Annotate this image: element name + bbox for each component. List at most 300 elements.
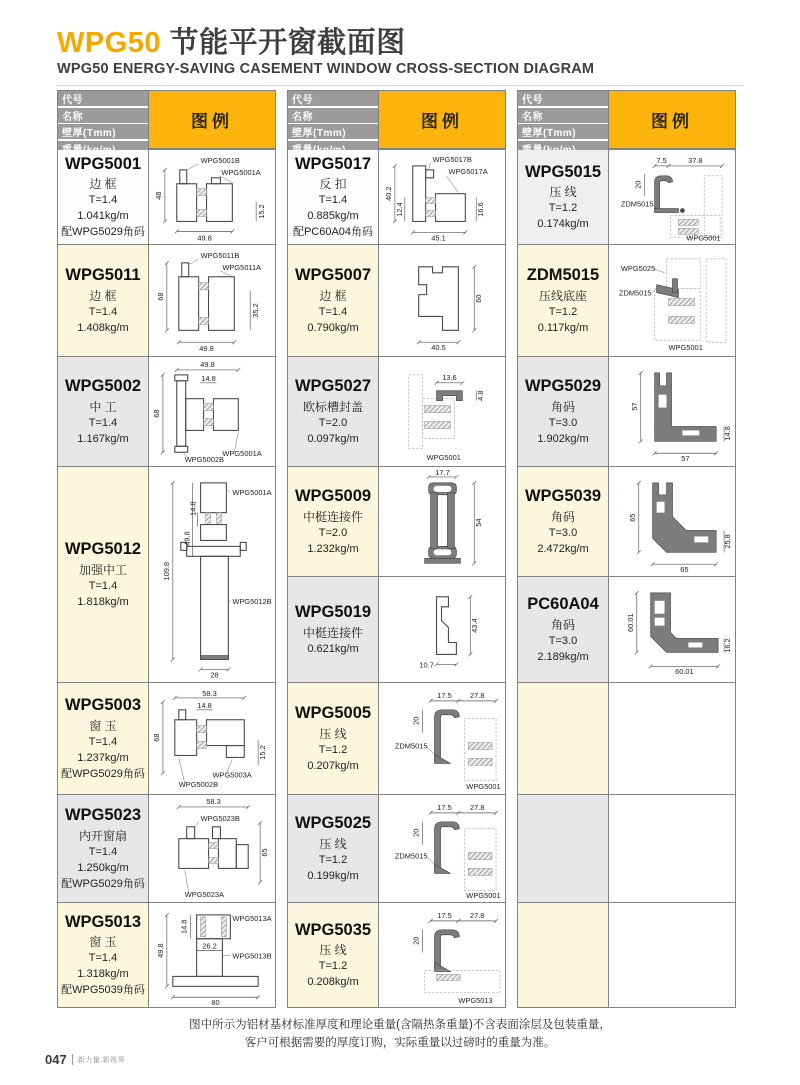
dim-label: 65 [260, 848, 270, 857]
product-cell [288, 903, 379, 1007]
product-weight: 0.207kg/m [307, 759, 359, 772]
footer-slogan: 新力量.新视界 [77, 1056, 126, 1064]
spec-column-3 [517, 90, 736, 1008]
product-code: WPG5025 [294, 814, 372, 833]
product-name: 边 框 [319, 288, 347, 303]
profile-shape [435, 710, 497, 780]
product-thickness: T=1.2 [548, 305, 578, 318]
header-labels [58, 91, 149, 148]
product-cell [518, 357, 609, 466]
dim-label: 15.2 [258, 745, 268, 760]
cross-section-svg [379, 685, 505, 792]
profile-shape [651, 593, 718, 653]
product-thickness: T=2.0 [318, 416, 348, 429]
row-wpg5027 [288, 356, 505, 466]
product-weight: 1.041kg/m [77, 210, 129, 223]
product-weight: 1.318kg/m [77, 968, 129, 981]
product-code: WPG5001 [64, 154, 142, 173]
product-thickness: T=1.4 [88, 735, 118, 748]
product-cell [58, 245, 149, 356]
profile-shape [425, 930, 500, 993]
product-code: WPG5023 [64, 806, 142, 825]
product-weight: 0.199kg/m [307, 869, 359, 882]
part-label: ZDM5015 [620, 199, 654, 209]
empty-diagram-cell [609, 683, 735, 794]
row-empty [518, 902, 735, 1007]
cross-section-diagram [609, 357, 735, 466]
product-thickness: T=3.0 [548, 416, 578, 429]
row-wpg5035 [288, 902, 505, 1007]
product-note: 配WPG5029角码 [61, 877, 145, 890]
dim-label: 16.6 [476, 202, 486, 217]
cross-section-diagram [149, 683, 275, 794]
dim-label: 25.8 [723, 534, 733, 549]
dim-label: 48 [153, 191, 163, 200]
product-code: WPG5039 [524, 487, 602, 506]
profile-shape [653, 483, 716, 552]
dim-label: 49.8 [199, 344, 214, 354]
dim-label: 57 [681, 454, 690, 464]
product-code: WPG5019 [294, 603, 372, 622]
dim-label: 14.8 [723, 426, 733, 441]
product-name: 压线底座 [538, 288, 587, 303]
product-weight: 0.790kg/m [307, 321, 359, 334]
dim-label: 49.8 [182, 531, 192, 547]
product-weight: 2.472kg/m [537, 542, 589, 555]
profile-shape [175, 375, 238, 452]
cross-section-diagram [149, 150, 275, 244]
cross-section-svg [149, 152, 275, 242]
legend-header: 图例 [149, 91, 275, 148]
row-wpg5005 [288, 682, 505, 794]
cross-section-diagram [149, 903, 275, 1007]
row-wpg5009 [288, 466, 505, 576]
product-weight: 1.237kg/m [77, 751, 129, 764]
cross-section-svg [379, 905, 505, 1005]
product-code: WPG5027 [294, 377, 372, 396]
product-thickness: T=1.2 [548, 202, 578, 215]
column-header [58, 91, 275, 149]
product-name: 边 框 [89, 177, 117, 192]
dim-label: 65 [680, 565, 689, 575]
dim-label: 35.2 [251, 303, 261, 318]
header-cell-name: 名称 [58, 108, 148, 123]
column-header [518, 91, 735, 149]
row-wpg5019 [288, 576, 505, 682]
dim-label: 54 [474, 518, 484, 527]
row-wpg5015 [518, 149, 735, 244]
product-cell [518, 245, 609, 356]
product-cell [288, 467, 379, 576]
empty-diagram-cell [609, 795, 735, 902]
product-code: ZDM5015 [526, 266, 600, 285]
cross-section-diagram [609, 577, 735, 682]
cross-section-svg [379, 152, 505, 242]
dim-label: 40.2 [383, 186, 393, 201]
product-name: 角码 [550, 399, 575, 414]
legend-header: 图例 [379, 91, 505, 148]
dim-label: 68 [151, 409, 161, 418]
dim-label: 60 [474, 294, 484, 303]
title-chinese: 节能平开窗截面图 [169, 27, 406, 59]
profile-shape [175, 710, 244, 758]
dim-label: 37.8 [688, 155, 703, 165]
product-cell [288, 577, 379, 682]
product-cell [58, 467, 149, 682]
cross-section-diagram [609, 150, 735, 244]
header-cell-code: 代号 [518, 91, 608, 106]
page-header [57, 26, 743, 86]
product-weight: 0.174kg/m [537, 218, 589, 231]
product-cell [288, 357, 379, 466]
row-wpg5025 [288, 794, 505, 902]
row-wpg5012 [58, 466, 275, 682]
profile-shape [177, 170, 233, 222]
product-name: 窗 玉 [89, 935, 117, 950]
part-label: WPG5011A [222, 262, 262, 272]
header-labels [288, 91, 379, 148]
product-note: 配WPG5039角码 [61, 984, 145, 997]
cross-section-diagram [149, 795, 275, 902]
product-code: WPG5007 [294, 266, 372, 285]
cross-section-diagram [379, 795, 505, 902]
header-cell-thickness: 壁厚(Tmm) [288, 124, 378, 139]
product-code: WPG5005 [294, 704, 372, 723]
product-weight: 1.250kg/m [77, 861, 129, 874]
row-wpg5013 [58, 902, 275, 1007]
dim-label: 28 [210, 670, 219, 680]
part-label: WPG5001 [668, 343, 703, 353]
product-name: 压 线 [319, 943, 347, 958]
part-label: WPG5001 [466, 782, 501, 792]
product-name: 边 框 [89, 288, 117, 303]
product-cell [518, 577, 609, 682]
part-label: WPG5002B [178, 780, 219, 790]
product-weight: 0.097kg/m [307, 432, 359, 445]
product-name: 中梃连接件 [302, 509, 363, 524]
row-wpg5039 [518, 466, 735, 576]
product-weight: 1.818kg/m [77, 595, 129, 608]
dim-label: 49.8 [200, 359, 215, 369]
dim-label: 17.5 [437, 802, 452, 812]
product-note: 配WPG5029角码 [61, 767, 145, 780]
part-label: WPG5013 [458, 996, 493, 1006]
product-name: 加强中工 [78, 562, 127, 577]
product-weight: 0.208kg/m [307, 976, 359, 989]
product-weight: 2.189kg/m [537, 650, 589, 663]
product-code: WPG5029 [524, 377, 602, 396]
product-name: 压 线 [549, 185, 577, 200]
product-code: WPG5017 [294, 154, 372, 173]
cross-section-diagram [149, 245, 275, 356]
cross-section-svg [149, 359, 275, 464]
product-weight: 0.621kg/m [307, 642, 359, 655]
header-cell-name: 名称 [288, 108, 378, 123]
cross-section-svg [609, 152, 735, 242]
part-label: WPG5001A [232, 488, 272, 498]
product-thickness: T=3.0 [548, 526, 578, 539]
dim-label: 45.1 [431, 233, 446, 243]
header-cell-thickness: 壁厚(Tmm) [58, 124, 148, 139]
dim-label: 27.8 [469, 690, 485, 700]
row-zdm5015 [518, 244, 735, 356]
product-cell [288, 795, 379, 902]
part-label: ZDM5015 [394, 741, 428, 751]
part-label: ZDM5015 [618, 288, 652, 298]
empty-cell [518, 683, 609, 794]
cross-section-svg [379, 579, 505, 680]
footnote-line-1: 图中所示为铝材基材标准厚度和理论重量(含隔热条重量)不含表面涂层及包装重量， [189, 1019, 611, 1031]
dim-label: 16.2 [723, 638, 733, 653]
cross-section-svg [379, 797, 505, 900]
cross-section-svg [379, 469, 505, 574]
cross-section-svg [149, 903, 275, 1006]
cross-section-diagram [609, 245, 735, 356]
part-label: WPG5011B [200, 250, 240, 260]
part-label: WPG5001B [200, 155, 240, 165]
profile-shape [435, 822, 497, 890]
cross-section-svg [379, 359, 505, 464]
product-code: WPG5002 [64, 377, 142, 396]
dim-label: 12.4 [394, 202, 404, 217]
row-wpg5023 [58, 794, 275, 902]
part-label: WPG5001 [466, 891, 501, 901]
cross-section-diagram [379, 577, 505, 682]
cross-section-diagram [379, 245, 505, 356]
product-code: WPG5013 [64, 912, 142, 931]
dim-label: 27.8 [469, 802, 485, 812]
legend-header: 图例 [609, 91, 735, 148]
row-wpg5001 [58, 149, 275, 244]
dim-label: 109.8 [161, 562, 171, 581]
series-code: WPG50 [57, 27, 162, 59]
dim-label: 80 [211, 998, 220, 1007]
profile-shape [655, 176, 722, 238]
product-thickness: T=1.2 [318, 853, 348, 866]
part-label: WPG5001A [222, 449, 262, 459]
row-wpg5003 [58, 682, 275, 794]
product-code: WPG5035 [294, 920, 372, 939]
dim-label: 13.6 [442, 372, 457, 382]
dim-label: 14.8 [179, 919, 189, 935]
product-code: WPG5015 [524, 162, 602, 181]
product-thickness: T=1.4 [88, 416, 118, 429]
part-label: WPG5001 [426, 453, 461, 463]
product-cell [518, 150, 609, 244]
product-cell [58, 683, 149, 794]
cross-section-diagram [379, 903, 505, 1007]
cross-section-diagram [149, 357, 275, 466]
dim-label: 20 [411, 936, 421, 945]
product-thickness: T=2.0 [318, 526, 348, 539]
dim-label: 26.2 [202, 942, 217, 952]
cross-section-diagram [379, 150, 505, 244]
product-thickness: T=1.4 [88, 305, 118, 318]
product-weight: 0.117kg/m [537, 321, 589, 334]
empty-cell [518, 795, 609, 902]
dim-label: 40.5 [431, 343, 446, 353]
cross-section-diagram [149, 467, 275, 682]
dim-label: 20 [411, 716, 421, 725]
empty-diagram-cell [609, 903, 735, 1007]
spec-column-1 [57, 90, 276, 1008]
dim-label: 58.3 [202, 688, 217, 698]
profile-shape [437, 597, 457, 655]
column-header [288, 91, 505, 149]
footnote-line-2: 客户可根据需要的厚度订购，实际重量以过磅时的重量为准。 [244, 1036, 556, 1049]
page-subtitle: WPG50 ENERGY-SAVING CASEMENT WINDOW CROSS-SECTION DIAGRAM [57, 61, 595, 77]
row-wpg5002 [58, 356, 275, 466]
header-cell-name: 名称 [518, 108, 608, 123]
product-cell [288, 245, 379, 356]
product-name: 压 线 [319, 726, 347, 741]
dim-label: 68 [155, 292, 165, 301]
page-title [57, 26, 743, 60]
dim-label: 10.7 [419, 660, 434, 670]
cross-section-diagram [379, 683, 505, 794]
product-cell [58, 357, 149, 466]
dim-label: 60.01 [675, 667, 694, 677]
empty-cell [518, 903, 609, 1007]
row-wpg5011 [58, 244, 275, 356]
product-name: 中 工 [89, 399, 117, 414]
product-cell [288, 150, 379, 244]
dim-label: 60.01 [625, 613, 635, 632]
cross-section-svg [149, 795, 275, 902]
product-code: WPG5012 [64, 540, 142, 559]
row-wpg5029 [518, 356, 735, 466]
part-label: WPG5025 [620, 263, 656, 273]
dim-label: 27.8 [469, 910, 485, 920]
product-cell [58, 150, 149, 244]
product-thickness: T=1.4 [88, 845, 118, 858]
dim-label: 58.3 [206, 796, 221, 806]
dim-label: 20 [411, 828, 421, 837]
dim-label: 65 [627, 513, 637, 522]
dim-label: 15.2 [257, 204, 267, 219]
product-thickness: T=1.4 [318, 305, 348, 318]
profile-shape [179, 827, 248, 869]
product-thickness: T=3.0 [548, 634, 578, 647]
cross-section-diagram [379, 357, 505, 466]
row-empty [518, 794, 735, 902]
part-label: WPG5017B [432, 154, 472, 164]
profile-shape [655, 259, 726, 342]
cross-section-svg [609, 469, 735, 574]
dim-label: 14.8 [201, 373, 216, 383]
cross-section-svg [609, 579, 735, 680]
profile-shape [409, 372, 463, 448]
product-thickness: T=1.4 [318, 194, 348, 207]
product-weight: 1.408kg/m [77, 321, 129, 334]
dim-label: 17.5 [437, 690, 452, 700]
dim-label: 17.5 [437, 910, 452, 920]
profile-shape [179, 263, 235, 330]
product-cell [518, 467, 609, 576]
product-thickness: T=1.2 [318, 743, 348, 756]
product-name: 角码 [550, 617, 575, 632]
header-cell-code: 代号 [58, 91, 148, 106]
profile-shape [419, 267, 459, 330]
dim-label: 14.8 [188, 501, 198, 517]
product-note: 配WPG5029角码 [61, 226, 145, 239]
product-name: 反 扣 [319, 177, 347, 192]
product-thickness: T=1.4 [88, 952, 118, 965]
dim-label: 49.8 [197, 233, 212, 243]
dim-label: 7.5 [656, 155, 667, 165]
product-cell [288, 683, 379, 794]
product-code: WPG5011 [65, 266, 141, 285]
product-code: WPG5003 [64, 696, 142, 715]
dim-label: 17.7 [435, 468, 450, 477]
product-weight: 1.232kg/m [307, 542, 359, 555]
product-cell [58, 795, 149, 902]
product-code: PC60A04 [527, 595, 599, 614]
part-label: WPG5017A [448, 166, 488, 176]
product-name: 窗 玉 [89, 718, 117, 733]
header-cell-thickness: 壁厚(Tmm) [518, 124, 608, 139]
product-weight: 1.167kg/m [77, 432, 129, 445]
product-thickness: T=1.4 [88, 194, 118, 207]
part-label: WPG5012B [232, 597, 272, 607]
product-note: 配PC60A04角码 [292, 226, 374, 239]
cross-section-svg [379, 247, 505, 354]
footer-divider [72, 1054, 73, 1065]
product-name: 欧标槽封盖 [302, 399, 363, 414]
cross-section-diagram [379, 467, 505, 576]
part-label: WPG5013A [232, 914, 272, 924]
spec-column-2 [287, 90, 506, 1008]
profile-shape [655, 373, 717, 441]
row-empty [518, 682, 735, 794]
dim-label: 43.4 [470, 618, 480, 633]
cross-section-svg [149, 688, 275, 789]
dim-label: 49.8 [155, 943, 165, 959]
product-name: 中梃连接件 [302, 625, 363, 640]
spec-grid [57, 90, 743, 1008]
row-wpg5017 [288, 149, 505, 244]
header-labels [518, 91, 609, 148]
page-number: 047 [45, 1052, 67, 1067]
dim-label: 14.8 [197, 700, 212, 710]
part-label: WPG5001A [221, 167, 261, 177]
cross-section-svg [609, 359, 735, 464]
product-weight: 1.902kg/m [537, 432, 589, 445]
part-label: WPG5002B [184, 455, 225, 465]
row-wpg5007 [288, 244, 505, 356]
footnote [57, 1017, 743, 1053]
dim-label: 68 [151, 733, 161, 742]
part-label: WPG5023B [200, 813, 240, 823]
product-thickness: T=1.4 [88, 579, 118, 592]
cross-section-svg [609, 247, 735, 354]
header-cell-code: 代号 [288, 91, 378, 106]
cross-section-svg [149, 469, 275, 679]
product-cell [58, 903, 149, 1007]
part-label: WPG5023A [184, 890, 225, 900]
dim-label: 4.8 [476, 390, 486, 401]
profile-shape [425, 483, 461, 563]
product-name: 内开窗扇 [78, 828, 127, 843]
dim-label: 20 [633, 180, 643, 189]
part-label: WPG5001 [686, 233, 721, 243]
product-name: 角码 [550, 509, 575, 524]
product-thickness: T=1.2 [318, 960, 348, 973]
product-weight: 0.885kg/m [307, 210, 359, 223]
product-code: WPG5009 [294, 487, 372, 506]
product-name: 压 线 [319, 836, 347, 851]
cross-section-diagram [609, 467, 735, 576]
